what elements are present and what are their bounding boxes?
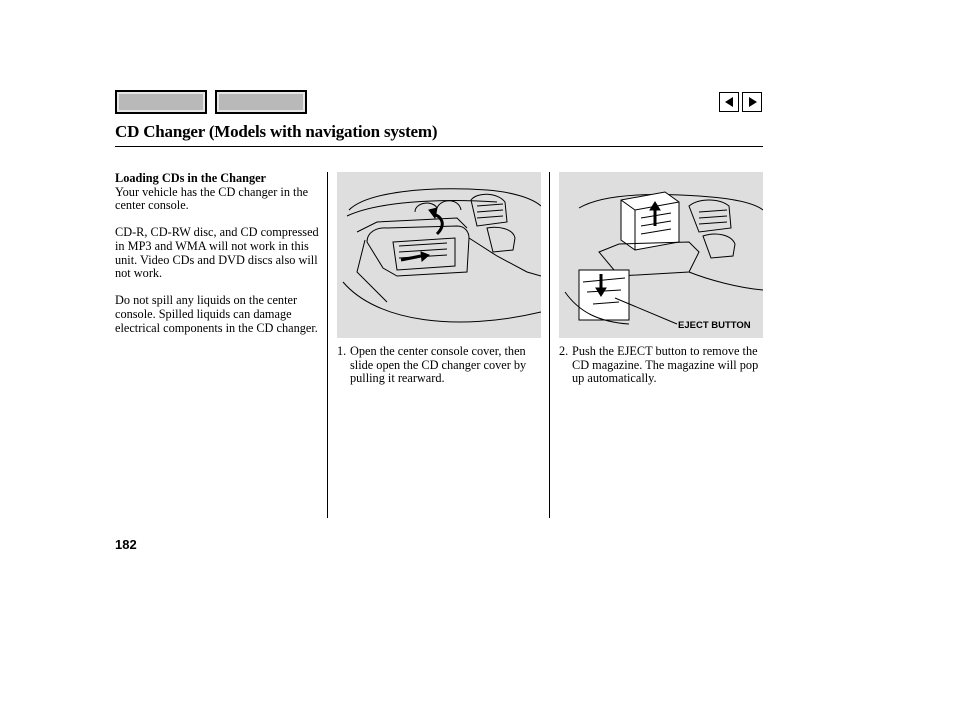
intro-column [115,172,320,349]
console-figure-open-cover [337,172,541,338]
intro-paragraph: CD-R, CD-RW disc, and CD compressed in MP3 and WMA will not work in this unit. Video CDs and DVD discs also will not work. [115,225,319,281]
console-illustration [337,172,541,338]
title-divider [115,146,763,147]
step-text: Open the center console cover, then slide open the CD changer cover by pulling it rearward. [350,344,527,386]
intro-paragraph: Do not spill any liquids on the center console. Spilled liquids can damage electrical components in the CD changer. [115,293,318,335]
step-caption [337,345,542,386]
previous-page-button[interactable] [719,92,739,112]
column-divider [549,172,550,518]
page-title: CD Changer (Models with navigation system) [115,122,438,141]
step-text: Push the EJECT button to remove the CD magazine. The magazine will pop up automatically. [572,344,759,386]
intro-paragraph: Your vehicle has the CD changer in the center console. [115,184,309,213]
section-heading: Loading CDs in the Changer [115,171,267,185]
triangle-right-icon [743,93,761,111]
step-caption [559,345,769,386]
triangle-left-icon [720,93,738,111]
console-figure-eject [559,172,763,338]
magazine-illustration [559,172,763,338]
next-page-button[interactable] [742,92,762,112]
index-tab[interactable] [215,90,307,114]
column-divider [327,172,328,518]
contents-tab[interactable] [115,90,207,114]
step-number: 1. [337,344,347,358]
step-number: 2. [559,344,569,358]
eject-button-label: EJECT BUTTON [678,320,751,331]
page-number: 182 [115,537,137,552]
